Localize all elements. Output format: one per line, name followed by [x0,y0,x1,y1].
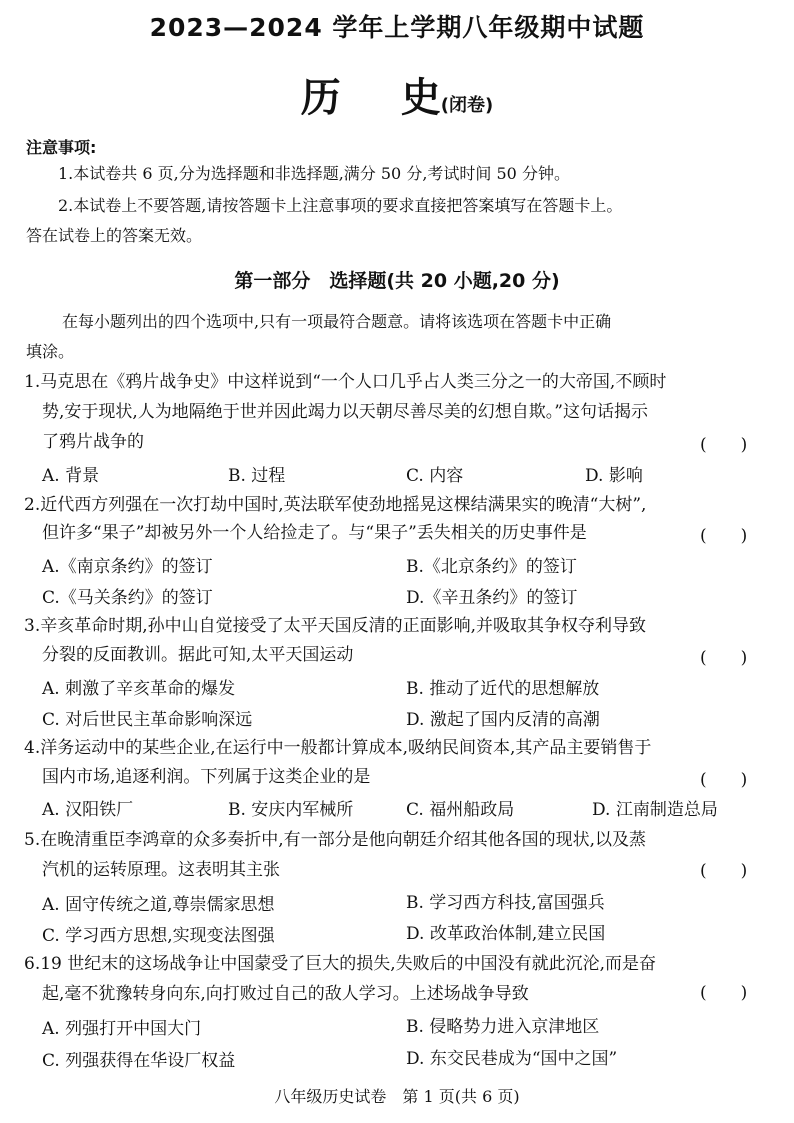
exam-title: 2023—2024 学年上学期八年级期中试题 [149,13,645,42]
instruction-line-2: 填涂。 [26,342,75,361]
q6-line-2: 起,毫不犹豫转身向东,向打败过自己的敌人学习。上述场战争导致 [42,984,529,1004]
q5-line-2: 汽机的运转原理。这表明其主张 [42,860,280,880]
q2-answer-paren: ( ) [700,526,748,546]
q6-option-c: C. 列强获得在华设厂权益 [42,1051,236,1071]
q1-option-c: C. 内容 [406,466,464,486]
q3-answer-paren: ( ) [700,648,748,668]
q1-line-2: 势,安于现状,人为地隔绝于世并因此竭力以天朝尽善尽美的幻想自欺。”这句话揭示 [42,402,648,422]
q4-option-b: B. 安庆内军械所 [228,800,354,820]
q3-option-d: D. 激起了国内反清的高潮 [406,710,600,730]
q3-option-c: C. 对后世民主革命影响深远 [42,710,253,730]
subject-char-2: 史 [400,75,441,121]
q4-line-2: 国内市场,追逐利润。下列属于这类企业的是 [42,767,371,787]
q2-option-a: A.《南京条约》的签订 [42,557,213,577]
q5-option-b: B. 学习西方科技,富国强兵 [406,893,605,913]
q2-option-d: D.《辛丑条约》的签订 [406,588,578,608]
q6-answer-paren: ( ) [700,983,748,1003]
q5-option-d: D. 改革政治体制,建立民国 [406,924,606,944]
q4-line-1: 4.洋务运动中的某些企业,在运行中一般都计算成本,吸纳民间资本,其产品主要销售于 [24,738,652,758]
notice-item-1: 1.本试卷共 6 页,分为选择题和非选择题,满分 50 分,考试时间 50 分钟。 [58,164,570,183]
q1-line-1: 1.马克思在《鸦片战争史》中这样说到“一个人口几乎占人类三分之一的大帝国,不顾时 [24,372,667,392]
q1-option-b: B. 过程 [228,466,286,486]
q1-option-d: D. 影响 [585,466,643,486]
subject-note: (闭卷) [440,95,494,116]
q1-line-3: 了鸦片战争的 [42,432,144,452]
q3-option-b: B. 推动了近代的思想解放 [406,679,600,699]
q4-option-c: C. 福州船政局 [406,800,515,820]
q6-line-1: 6.19 世纪末的这场战争让中国蒙受了巨大的损失,失败后的中国没有就此沉沦,而是奋 [24,954,657,974]
q2-line-2: 但许多“果子”却被另外一个人给捡走了。与“果子”丢失相关的历史事件是 [42,523,587,543]
section-title: 第一部分 选择题(共 20 小题,20 分) [234,270,560,292]
q1-option-a: A. 背景 [42,466,100,486]
subject-heading [0,66,794,123]
q5-answer-paren: ( ) [700,861,748,881]
q4-option-a: A. 汉阳铁厂 [42,800,134,820]
q3-line-1: 3.辛亥革命时期,孙中山自觉接受了太平天国反清的正面影响,并吸取其争权夺利导致 [24,616,647,636]
q4-option-d: D. 江南制造总局 [592,800,718,820]
q6-option-b: B. 侵略势力进入京津地区 [406,1017,600,1037]
notice-label: 注意事项: [26,138,97,157]
q2-line-1: 2.近代西方列强在一次打劫中国时,英法联军使劲地摇晃这棵结满果实的晚清“大树”, [24,495,647,515]
q2-option-c: C.《马关条约》的签订 [42,588,213,608]
instruction-line-1: 在每小题列出的四个选项中,只有一项最符合题意。请将该选项在答题卡中正确 [62,312,612,331]
q5-line-1: 5.在晚清重臣李鸿章的众多奏折中,有一部分是他向朝廷介绍其他各国的现状,以及蒸 [24,830,647,850]
page-footer: 八年级历史试卷 第 1 页(共 6 页) [274,1087,520,1106]
notice-item-2-line-2: 答在试卷上的答案无效。 [26,226,203,245]
q6-option-a: A. 列强打开中国大门 [42,1019,202,1039]
notice-item-2-line-1: 2.本试卷上不要答题,请按答题卡上注意事项的要求直接把答案填写在答题卡上。 [58,196,623,215]
q1-answer-paren: ( ) [700,435,748,455]
q3-option-a: A. 刺激了辛亥革命的爆发 [42,679,236,699]
q3-line-2: 分裂的反面教训。据此可知,太平天国运动 [42,645,354,665]
q6-option-d: D. 东交民巷成为“国中之国” [406,1049,618,1069]
subject-char-1: 历 [300,75,341,121]
q4-answer-paren: ( ) [700,770,748,790]
q5-option-c: C. 学习西方思想,实现变法图强 [42,926,275,946]
q2-option-b: B.《北京条约》的签订 [406,557,577,577]
q5-option-a: A. 固守传统之道,尊崇儒家思想 [42,895,275,915]
